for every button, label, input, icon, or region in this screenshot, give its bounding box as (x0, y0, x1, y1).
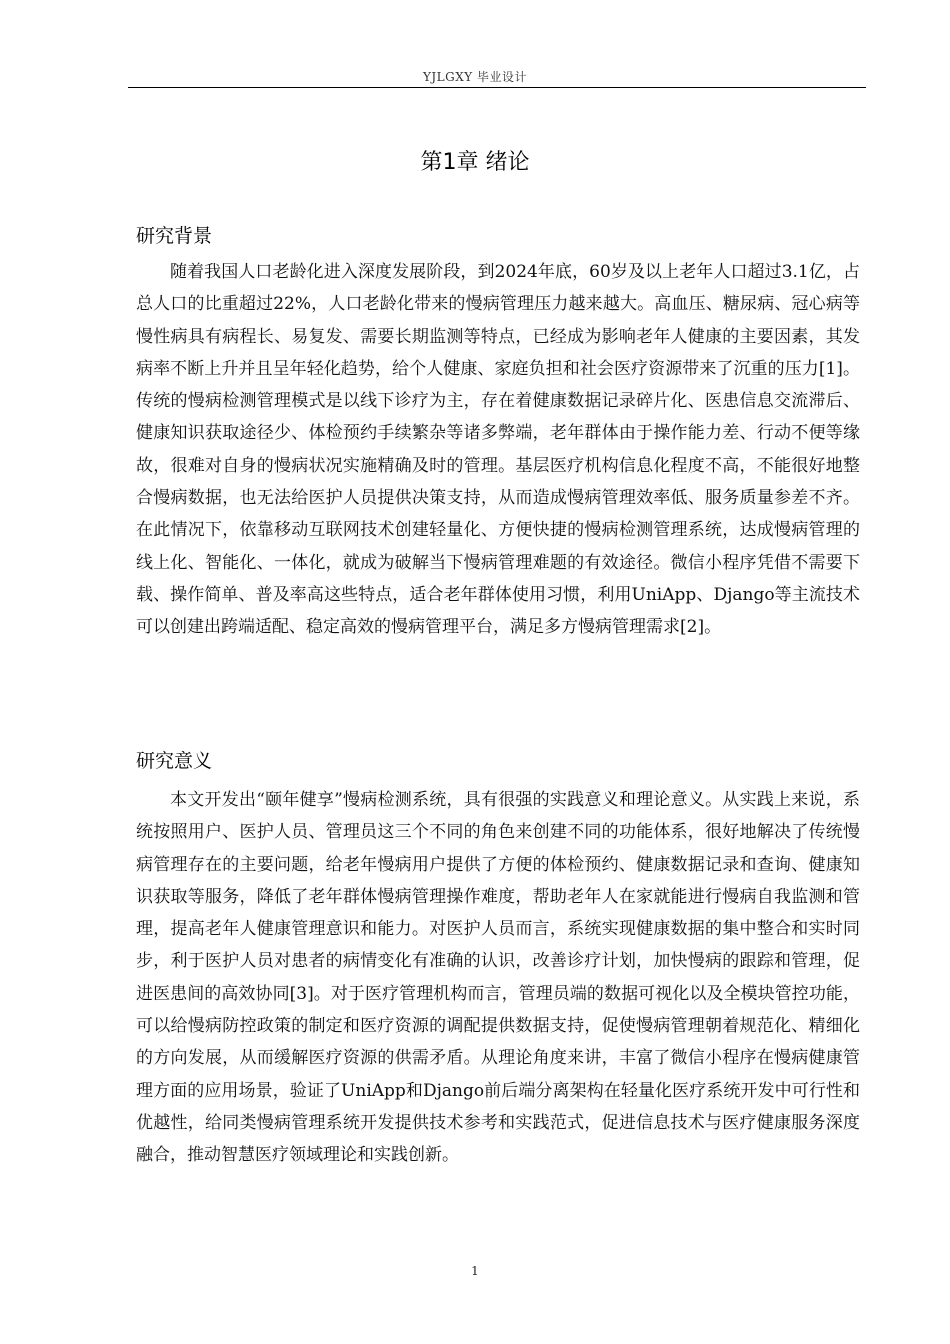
section-heading-significance: 研究意义 (136, 750, 213, 772)
header-divider (128, 87, 866, 88)
paragraph-background: 随着我国人口老龄化进入深度发展阶段，到2024年底，60岁及以上老年人口超过3.1亿，占总人口的比重超过22%，人口老龄化带来的慢病管理压力越来越大。高血压、糖尿病、冠心病等慢性病具有病程长、易复发、需要长期监测等特点，已经成为影响老年人健康的主要因素，其发病率不断上升并且呈年轻化趋势，给个人健康、家庭负担和社会医疗资源带来了沉重的压力[1]。传统的慢病检测管理模式是以线下诊疗为主，存在着健康数据记录碎片化、医患信息交流滞后、健康知识获取途径少、体检预约手续繁杂等诸多弊端，老年群体由于操作能力差、行动不便等缘故，很难对自身的慢病状况实施精确及时的管理。基层医疗机构信息化程度不高，不能很好地整合慢病数据，也无法给医护人员提供决策支持，从而造成慢病管理效率低、服务质量参差不齐。在此情况下，依靠移动互联网技术创建轻量化、方便快捷的慢病检测管理系统，达成慢病管理的线上化、智能化、一体化，就成为破解当下慢病管理难题的有效途径。微信小程序凭借不需要下载、操作简单、普及率高这些特点，适合老年群体使用习惯，利用UniApp、Django等主流技术可以创建出跨端适配、稳定高效的慢病管理平台，满足多方慢病管理需求[2]。 (136, 262, 860, 638)
chapter-title: 第1章 绪论 (420, 150, 530, 175)
paragraph-significance: 本文开发出“颐年健享”慢病检测系统，具有很强的实践意义和理论意义。从实践上来说，系统按照用户、医护人员、管理员这三个不同的角色来创建不同的功能体系，很好地解决了传统慢病管理存在的主要问题，给老年慢病用户提供了方便的体检预约、健康数据记录和查询、健康知识获取等服务，降低了老年群体慢病管理操作难度，帮助老年人在家就能进行慢病自我监测和管理，提高老年人健康管理意识和能力。对医护人员而言，系统实现健康数据的集中整合和实时同步，利于医护人员对患者的病情变化有准确的认识，改善诊疗计划，加快慢病的跟踪和管理，促进医患间的高效协同[3]。对于医疗管理机构而言，管理员端的数据可视化以及全模块管控功能，可以给慢病防控政策的制定和医疗资源的调配提供数据支持，促使慢病管理朝着规范化、精细化的方向发展，从而缓解医疗资源的供需矛盾。从理论角度来讲，丰富了微信小程序在慢病健康管理方面的应用场景，验证了UniApp和Django前后端分离架构在轻量化医疗系统开发中可行性和优越性，给同类慢病管理系统开发提供技术参考和实践范式，促进信息技术与医疗健康服务深度融合，推动智慧医疗领域理论和实践创新。 (136, 790, 860, 1166)
page-number: 1 (471, 1264, 479, 1278)
section-heading-background: 研究背景 (136, 225, 213, 247)
running-header: YJLGXY 毕业设计 (422, 70, 528, 84)
